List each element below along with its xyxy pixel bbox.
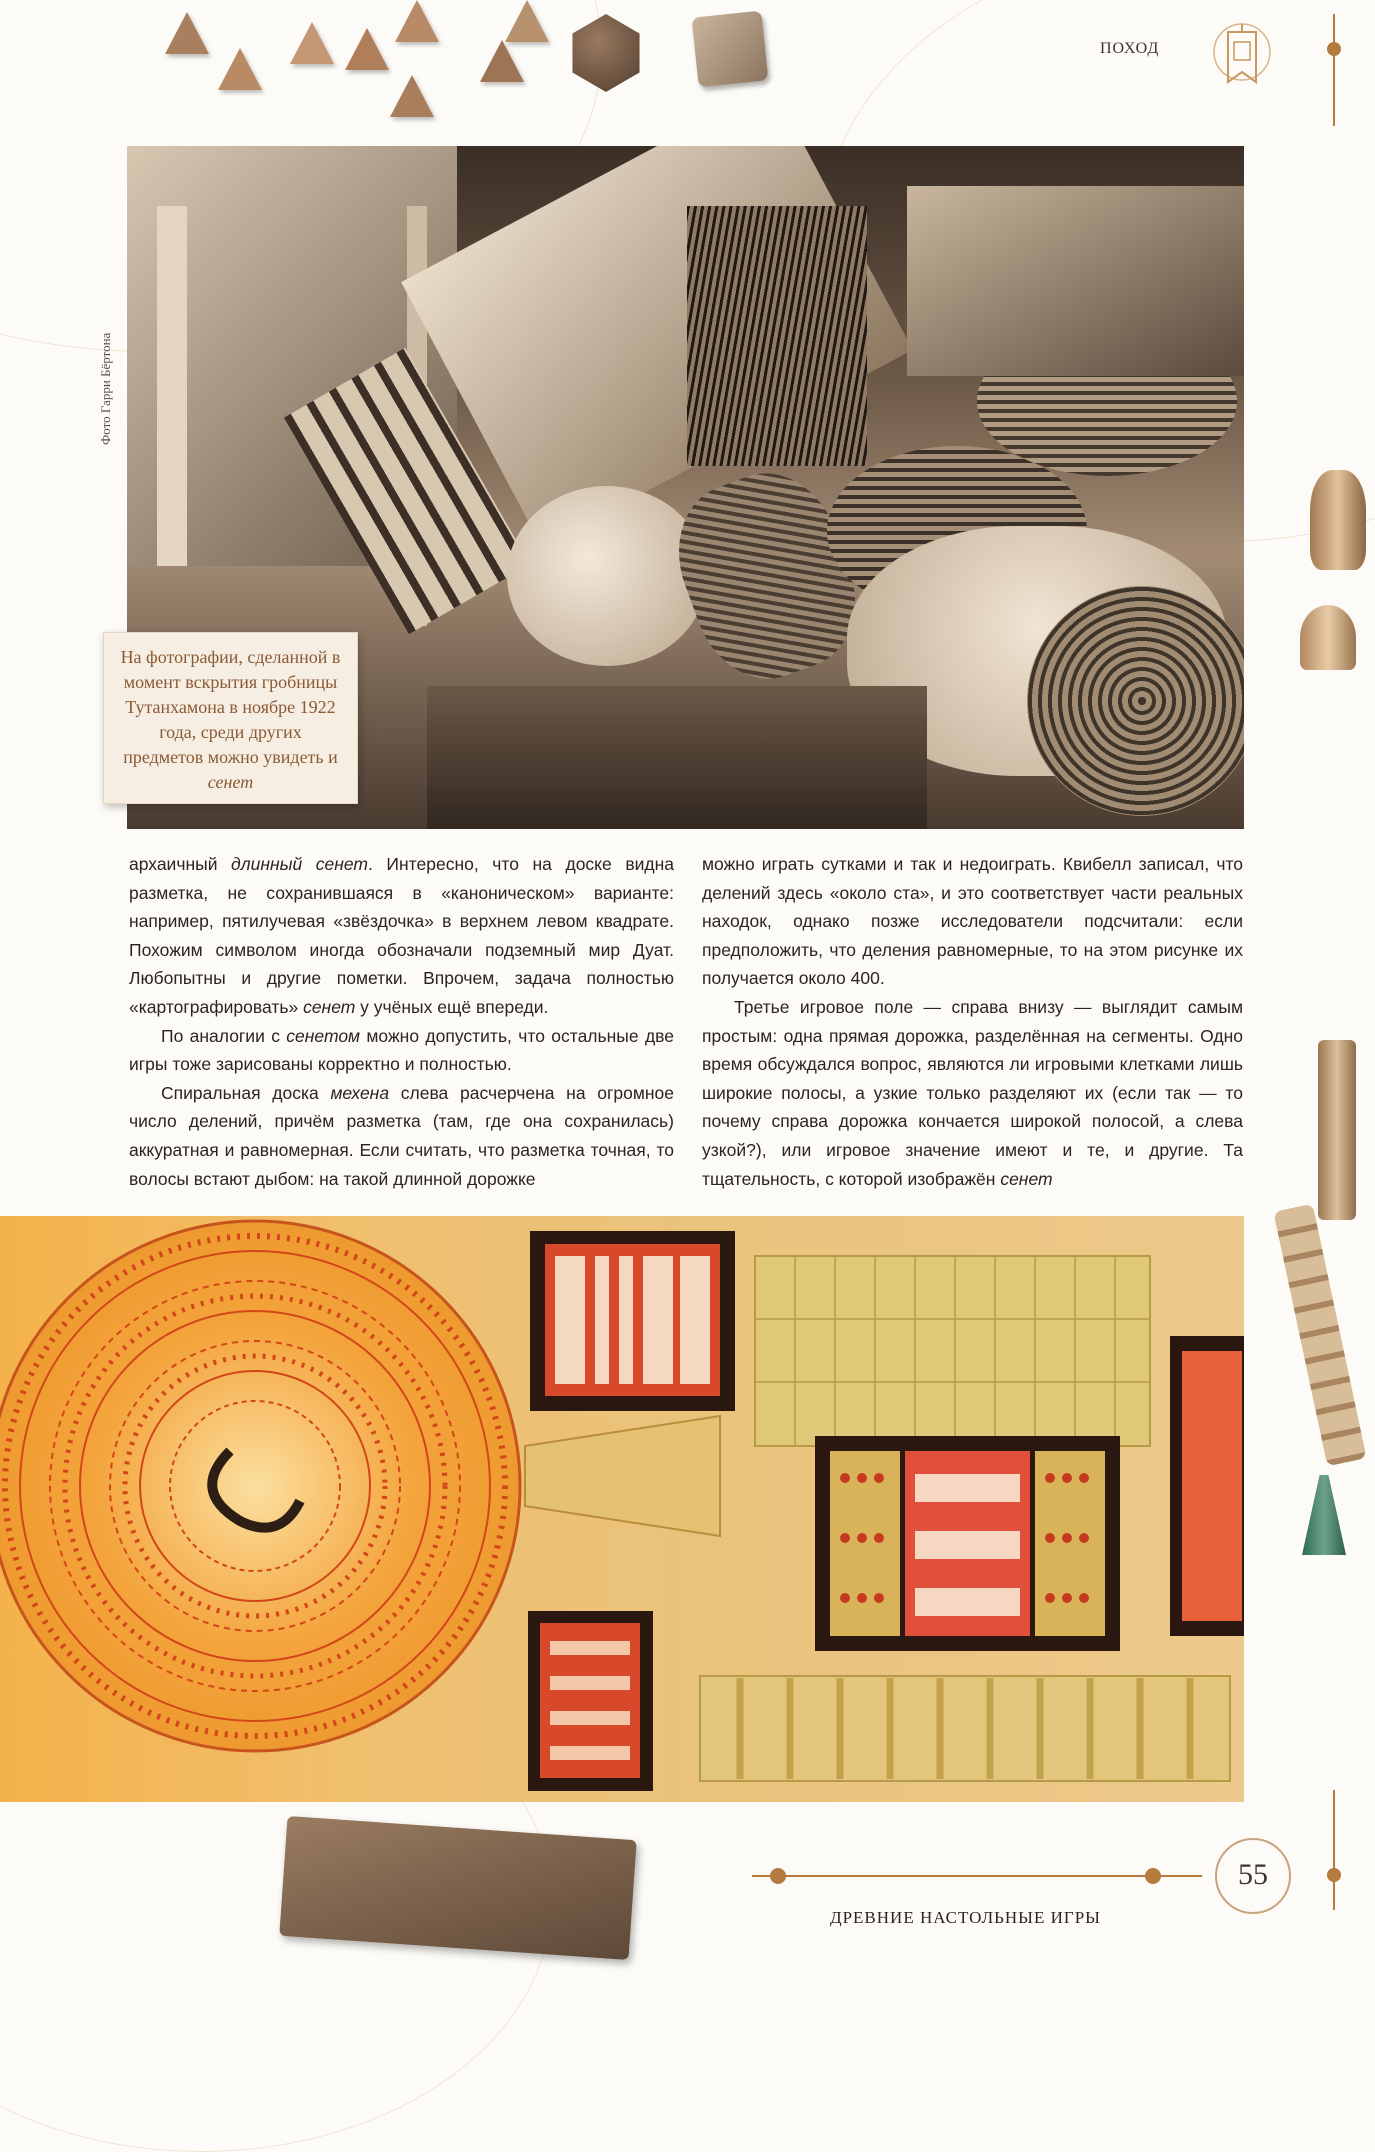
game-piece-image — [0, 0, 780, 130]
game-piece-image — [1273, 1204, 1366, 1467]
game-box-image — [279, 1816, 637, 1960]
margin-rule — [1333, 14, 1335, 126]
page-number: 55 — [1215, 1838, 1291, 1914]
caption-italic-term: сенет — [207, 772, 254, 792]
paragraph: архаичный длинный сенет. Интересно, что на доске видна разметка, не сохранившаяся в «каноническом» варианте: например, пятилучевая «звёздочка» в верхнем левом квадрате. Похожим символом иногда обозначали подземный мир Дуат. Любопытны и другие пометки. Впрочем, задача полностью «картографировать» сенет у учёных ещё впереди. — [129, 854, 675, 1017]
footer-dot — [1145, 1868, 1161, 1884]
paragraph: По аналогии с сенетом можно допустить, что остальные две игры тоже зарисованы корректно и полностью. — [129, 1025, 674, 1075]
game-piece-image — [1300, 605, 1356, 670]
text-column-right — [702, 850, 1243, 1193]
banner-emblem-icon — [1212, 20, 1272, 100]
game-piece-image — [1310, 470, 1366, 570]
footer-dot — [770, 1868, 786, 1884]
photo-credit: Фото Гарри Бёртона — [98, 332, 113, 445]
paragraph: Спиральная доска мехена слева расчерчена на огромное число делений, причём разметка (там, где она сохранилась) аккуратная и равномерная. Если считать, что разметка точная, то волосы встают дыбом: на такой длинной дорожке — [129, 1082, 675, 1189]
footer-title: ДРЕВНИЕ НАСТОЛЬНЫЕ ИГРЫ — [830, 1908, 1102, 1927]
margin-dot — [1327, 1868, 1341, 1882]
footer-rule — [752, 1875, 1202, 1877]
paragraph: можно играть сутками и так и недоиграть. Квибелл записал, что делений здесь «около ста», и это соответствует части реальных находок, однако позже исследователи подсчитали: если предположить, что деления равномерные, то на этом рисунке их получается около 400. — [702, 854, 1243, 989]
paragraph: Третье игровое поле — справа внизу — выглядит самым простым: одна прямая дорожка, разделённая на сегменты. Одно время обсуждался вопрос, являются ли игровыми клетками лишь широкие полосы, а узкие только разделяют их (если так — то почему справа дорожка кончается широкой полосой, а слева узкой?), или игровое значение имеют и те, и другие. Та тщательность, с которой изображён сенет — [702, 996, 1243, 1189]
photo-caption — [103, 632, 358, 804]
game-piece-image — [1302, 1475, 1346, 1555]
margin-dot — [1327, 42, 1341, 56]
margin-rule — [1333, 1790, 1335, 1910]
game-boards-illustration — [0, 1216, 1244, 1802]
game-piece-image — [1318, 1040, 1356, 1220]
caption-text: На фотографии, сделанной в момент вскрытия гробницы Тутанхамона в ноябре 1922 года, среди других предметов можно увидеть и — [120, 647, 341, 767]
section-label: ПОХОД — [1100, 40, 1160, 57]
text-column-left — [129, 850, 674, 1193]
boards-drawing — [0, 1216, 1244, 1802]
